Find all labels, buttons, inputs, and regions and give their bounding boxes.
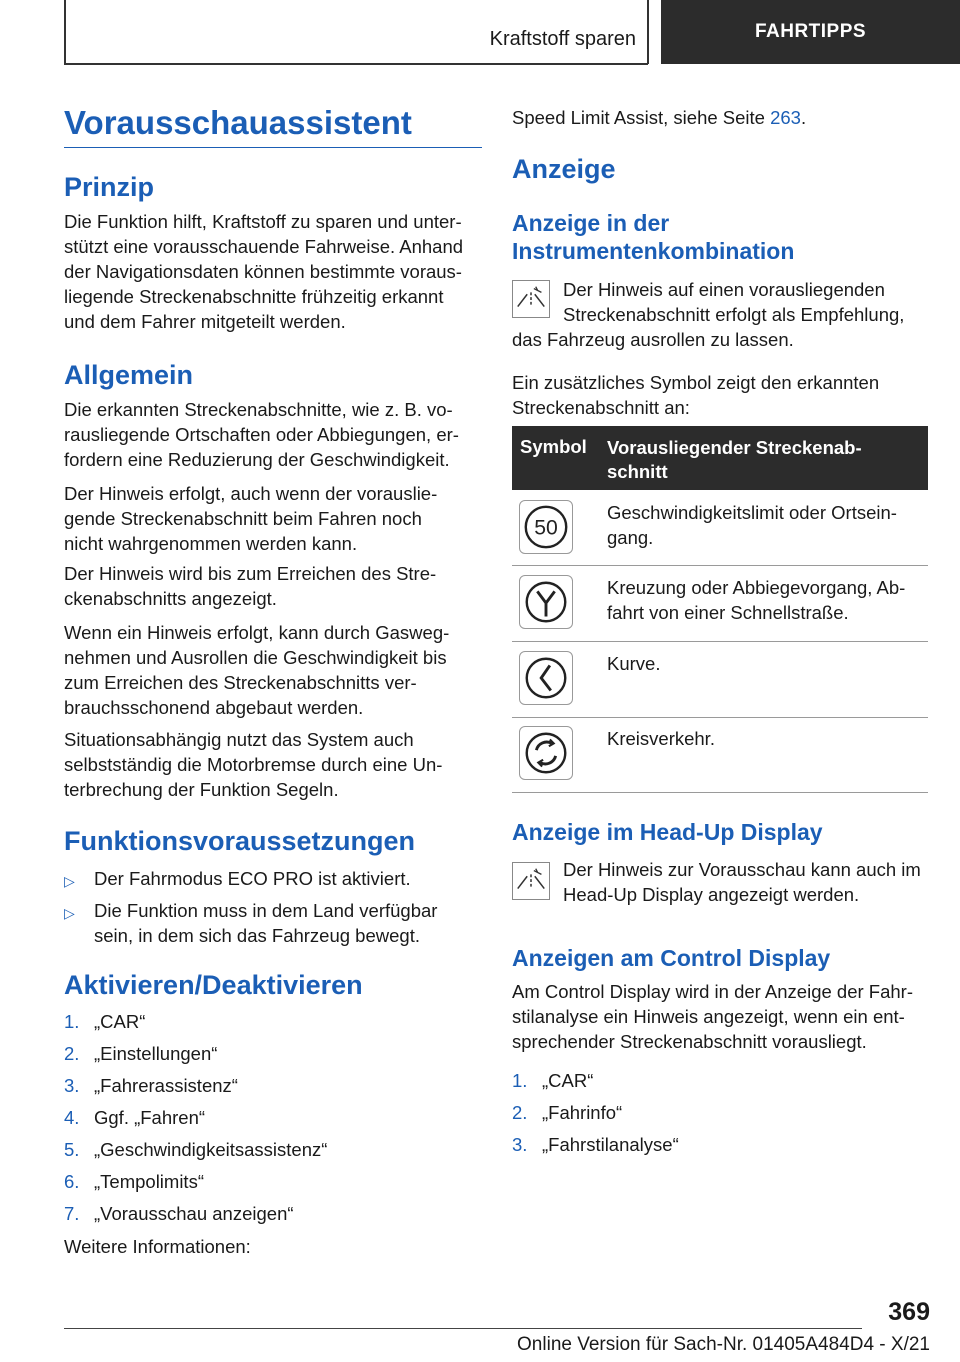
step-text: „Fahrinfo“ bbox=[542, 1102, 623, 1123]
step-item bbox=[512, 1132, 930, 1157]
junction-icon bbox=[519, 575, 573, 629]
para-allgemein-4 bbox=[64, 620, 482, 720]
bullet-text bbox=[94, 898, 437, 948]
table-header bbox=[512, 426, 928, 490]
page-link[interactable]: 263 bbox=[770, 107, 801, 128]
title-rule bbox=[64, 147, 482, 148]
page-title: Vorausschauassistent bbox=[64, 104, 412, 141]
line: Wenn ein Hinweis erfolgt, kann durch Gasweg- bbox=[64, 622, 450, 643]
step-item bbox=[64, 1105, 482, 1130]
step-number: 4. bbox=[64, 1107, 80, 1128]
line: nicht wahrgenommen werden kann. bbox=[64, 533, 358, 554]
header-chapter-label: FAHRTIPPS bbox=[754, 21, 867, 42]
table-row-divider bbox=[512, 641, 928, 642]
list-item bbox=[64, 898, 482, 948]
line: zum Erreichen des Streckenabschnitts ver- bbox=[64, 672, 417, 693]
row-text: Kurve. bbox=[607, 653, 661, 674]
line: Anzeige in der bbox=[512, 210, 670, 236]
line: Die Funktion muss in dem Land verfügbar bbox=[94, 900, 438, 921]
step-item bbox=[64, 1009, 482, 1034]
road-hazard-icon bbox=[512, 280, 550, 318]
bullet-text: Der Fahrmodus ECO PRO ist aktiviert. bbox=[94, 868, 411, 889]
bullet-icon: ▷ bbox=[64, 873, 75, 889]
line: fordern eine Reduzierung der Geschwindigkeit. bbox=[64, 449, 450, 470]
line: und dem Fahrer mitgeteilt werden. bbox=[64, 311, 346, 332]
line: brauchsschonend abgebaut werden. bbox=[64, 697, 364, 718]
header-bottom-border bbox=[64, 63, 648, 65]
step-text: „CAR“ bbox=[542, 1070, 594, 1091]
para-ik-2: das Fahrzeug ausrollen zu lassen. bbox=[512, 329, 794, 350]
line: gende Streckenabschnitt beim Fahren noch bbox=[64, 508, 422, 529]
step-number: 3. bbox=[512, 1134, 528, 1155]
line: terbrechung der Funktion Segeln. bbox=[64, 779, 339, 800]
para-allgemein-2 bbox=[64, 481, 482, 556]
line: Geschwindigkeitslimit oder Ortsein- bbox=[607, 502, 897, 523]
step-number: 6. bbox=[64, 1171, 80, 1192]
line: Vorausliegender Streckenab- bbox=[607, 437, 862, 458]
line: gang. bbox=[607, 527, 654, 548]
step-text: „Tempolimits“ bbox=[94, 1171, 204, 1192]
heading-prinzip: Prinzip bbox=[64, 172, 155, 202]
sla-text: Speed Limit Assist, siehe Seite bbox=[512, 107, 771, 128]
line: schnitt bbox=[607, 461, 668, 482]
bullet-icon: ▷ bbox=[64, 905, 75, 921]
step-item bbox=[512, 1100, 930, 1125]
row-text bbox=[607, 575, 927, 625]
line: Kreuzung oder Abbiegevorgang, Ab- bbox=[607, 577, 906, 598]
heading-control-display: Anzeigen am Control Display bbox=[512, 945, 831, 971]
para-control-display bbox=[512, 979, 932, 1054]
roundabout-icon bbox=[519, 726, 573, 780]
step-number: 7. bbox=[64, 1203, 80, 1224]
header-chapter bbox=[661, 0, 960, 64]
row-text bbox=[607, 500, 927, 550]
step-text: „Geschwindigkeitsassistenz“ bbox=[94, 1139, 328, 1160]
step-number: 1. bbox=[512, 1070, 528, 1091]
table-row-divider bbox=[512, 565, 928, 566]
further-info: Weitere Informationen: bbox=[64, 1236, 251, 1257]
page-number: 369 bbox=[888, 1298, 930, 1326]
sla-reference bbox=[512, 105, 806, 130]
speed-limit-value: 50 bbox=[534, 516, 558, 540]
line: Die erkannten Streckenabschnitte, wie z. B. vo- bbox=[64, 399, 453, 420]
heading-hud: Anzeige im Head-Up Display bbox=[512, 819, 823, 845]
line: sprechender Streckenabschnitt vorausliegt. bbox=[512, 1031, 867, 1052]
line: der Navigationsdaten können bestimmte voraus- bbox=[64, 261, 462, 282]
para-allgemein-1 bbox=[64, 397, 482, 472]
step-item bbox=[512, 1068, 930, 1093]
table-row-divider bbox=[512, 792, 928, 793]
line: Streckenabschnitt erfolgt als Empfehlung, bbox=[563, 304, 905, 325]
line: Die Funktion hilft, Kraftstoff zu sparen und unter- bbox=[64, 211, 462, 232]
line: stilanalyse ein Hinweis angezeigt, wenn ein ent- bbox=[512, 1006, 905, 1027]
para-prinzip bbox=[64, 209, 482, 334]
line: Situationsabhängig nutzt das System auch bbox=[64, 729, 414, 750]
step-item bbox=[64, 1137, 482, 1162]
step-number: 3. bbox=[64, 1075, 80, 1096]
speed-limit-50-icon bbox=[519, 500, 573, 554]
step-text: „Fahrstilanalyse“ bbox=[542, 1134, 679, 1155]
road-hazard-icon bbox=[512, 862, 550, 900]
line: Der Hinweis wird bis zum Erreichen des Stre- bbox=[64, 563, 437, 584]
line: selbstständig die Motorbremse durch eine Un- bbox=[64, 754, 443, 775]
step-item bbox=[64, 1073, 482, 1098]
step-text: „Vorausschau anzeigen“ bbox=[94, 1203, 294, 1224]
row-text: Kreisverkehr. bbox=[607, 728, 715, 749]
heading-anzeige: Anzeige bbox=[512, 154, 616, 184]
line: Ein zusätzliches Symbol zeigt den erkannten bbox=[512, 372, 880, 393]
line: Instrumentenkombination bbox=[512, 238, 795, 264]
line: rausliegende Ortschaften oder Abbiegungen, er- bbox=[64, 424, 459, 445]
footer-rule bbox=[64, 1328, 862, 1329]
line: sein, in dem sich das Fahrzeug bewegt. bbox=[94, 925, 420, 946]
line: Am Control Display wird in der Anzeige der Fahr- bbox=[512, 981, 913, 1002]
step-item bbox=[64, 1041, 482, 1066]
step-item bbox=[64, 1169, 482, 1194]
line: ckenabschnitts angezeigt. bbox=[64, 588, 277, 609]
line: liegende Streckenabschnitte frühzeitig erkannt bbox=[64, 286, 444, 307]
step-number: 1. bbox=[64, 1011, 80, 1032]
sla-period: . bbox=[800, 107, 807, 128]
header-section: Kraftstoff sparen bbox=[489, 28, 636, 50]
header-left-border bbox=[64, 0, 66, 64]
step-text: „CAR“ bbox=[94, 1011, 146, 1032]
heading-aktivieren: Aktivieren/Deaktivieren bbox=[64, 970, 363, 1000]
header-divider bbox=[647, 0, 649, 64]
footer-online-version: Online Version für Sach-Nr. 01405A484D4 - X/21 bbox=[517, 1334, 930, 1355]
col-symbol: Symbol bbox=[520, 436, 587, 457]
step-text: Ggf. „Fahren“ bbox=[94, 1107, 206, 1128]
line: stützt eine vorausschauende Fahrweise. Anhand bbox=[64, 236, 464, 257]
heading-instrumentenkombination bbox=[512, 209, 794, 265]
line: Der Hinweis erfolgt, auch wenn der vorauslie- bbox=[64, 483, 438, 504]
line: Streckenabschnitt an: bbox=[512, 397, 690, 418]
col-description bbox=[607, 436, 862, 484]
step-number: 2. bbox=[512, 1102, 528, 1123]
para-hud bbox=[563, 857, 933, 907]
para-allgemein-3 bbox=[64, 561, 482, 611]
para-allgemein-5 bbox=[64, 727, 482, 802]
para-ik-1 bbox=[563, 277, 933, 327]
step-text: „Fahrerassistenz“ bbox=[94, 1075, 238, 1096]
heading-voraussetzungen: Funktionsvoraussetzungen bbox=[64, 826, 416, 856]
step-item bbox=[64, 1201, 482, 1226]
line: Der Hinweis zur Vorausschau kann auch im bbox=[563, 859, 921, 880]
heading-allgemein: Allgemein bbox=[64, 360, 194, 390]
line: fahrt von einer Schnellstraße. bbox=[607, 602, 849, 623]
line: Head-Up Display angezeigt werden. bbox=[563, 884, 860, 905]
line: Der Hinweis auf einen vorausliegenden bbox=[563, 279, 885, 300]
curve-icon bbox=[519, 651, 573, 705]
para-zusaetzlich bbox=[512, 370, 932, 420]
step-number: 2. bbox=[64, 1043, 80, 1064]
table-row-divider bbox=[512, 717, 928, 718]
list-item bbox=[64, 866, 482, 891]
line: nehmen und Ausrollen die Geschwindigkeit bis bbox=[64, 647, 447, 668]
step-text: „Einstellungen“ bbox=[94, 1043, 218, 1064]
step-number: 5. bbox=[64, 1139, 80, 1160]
